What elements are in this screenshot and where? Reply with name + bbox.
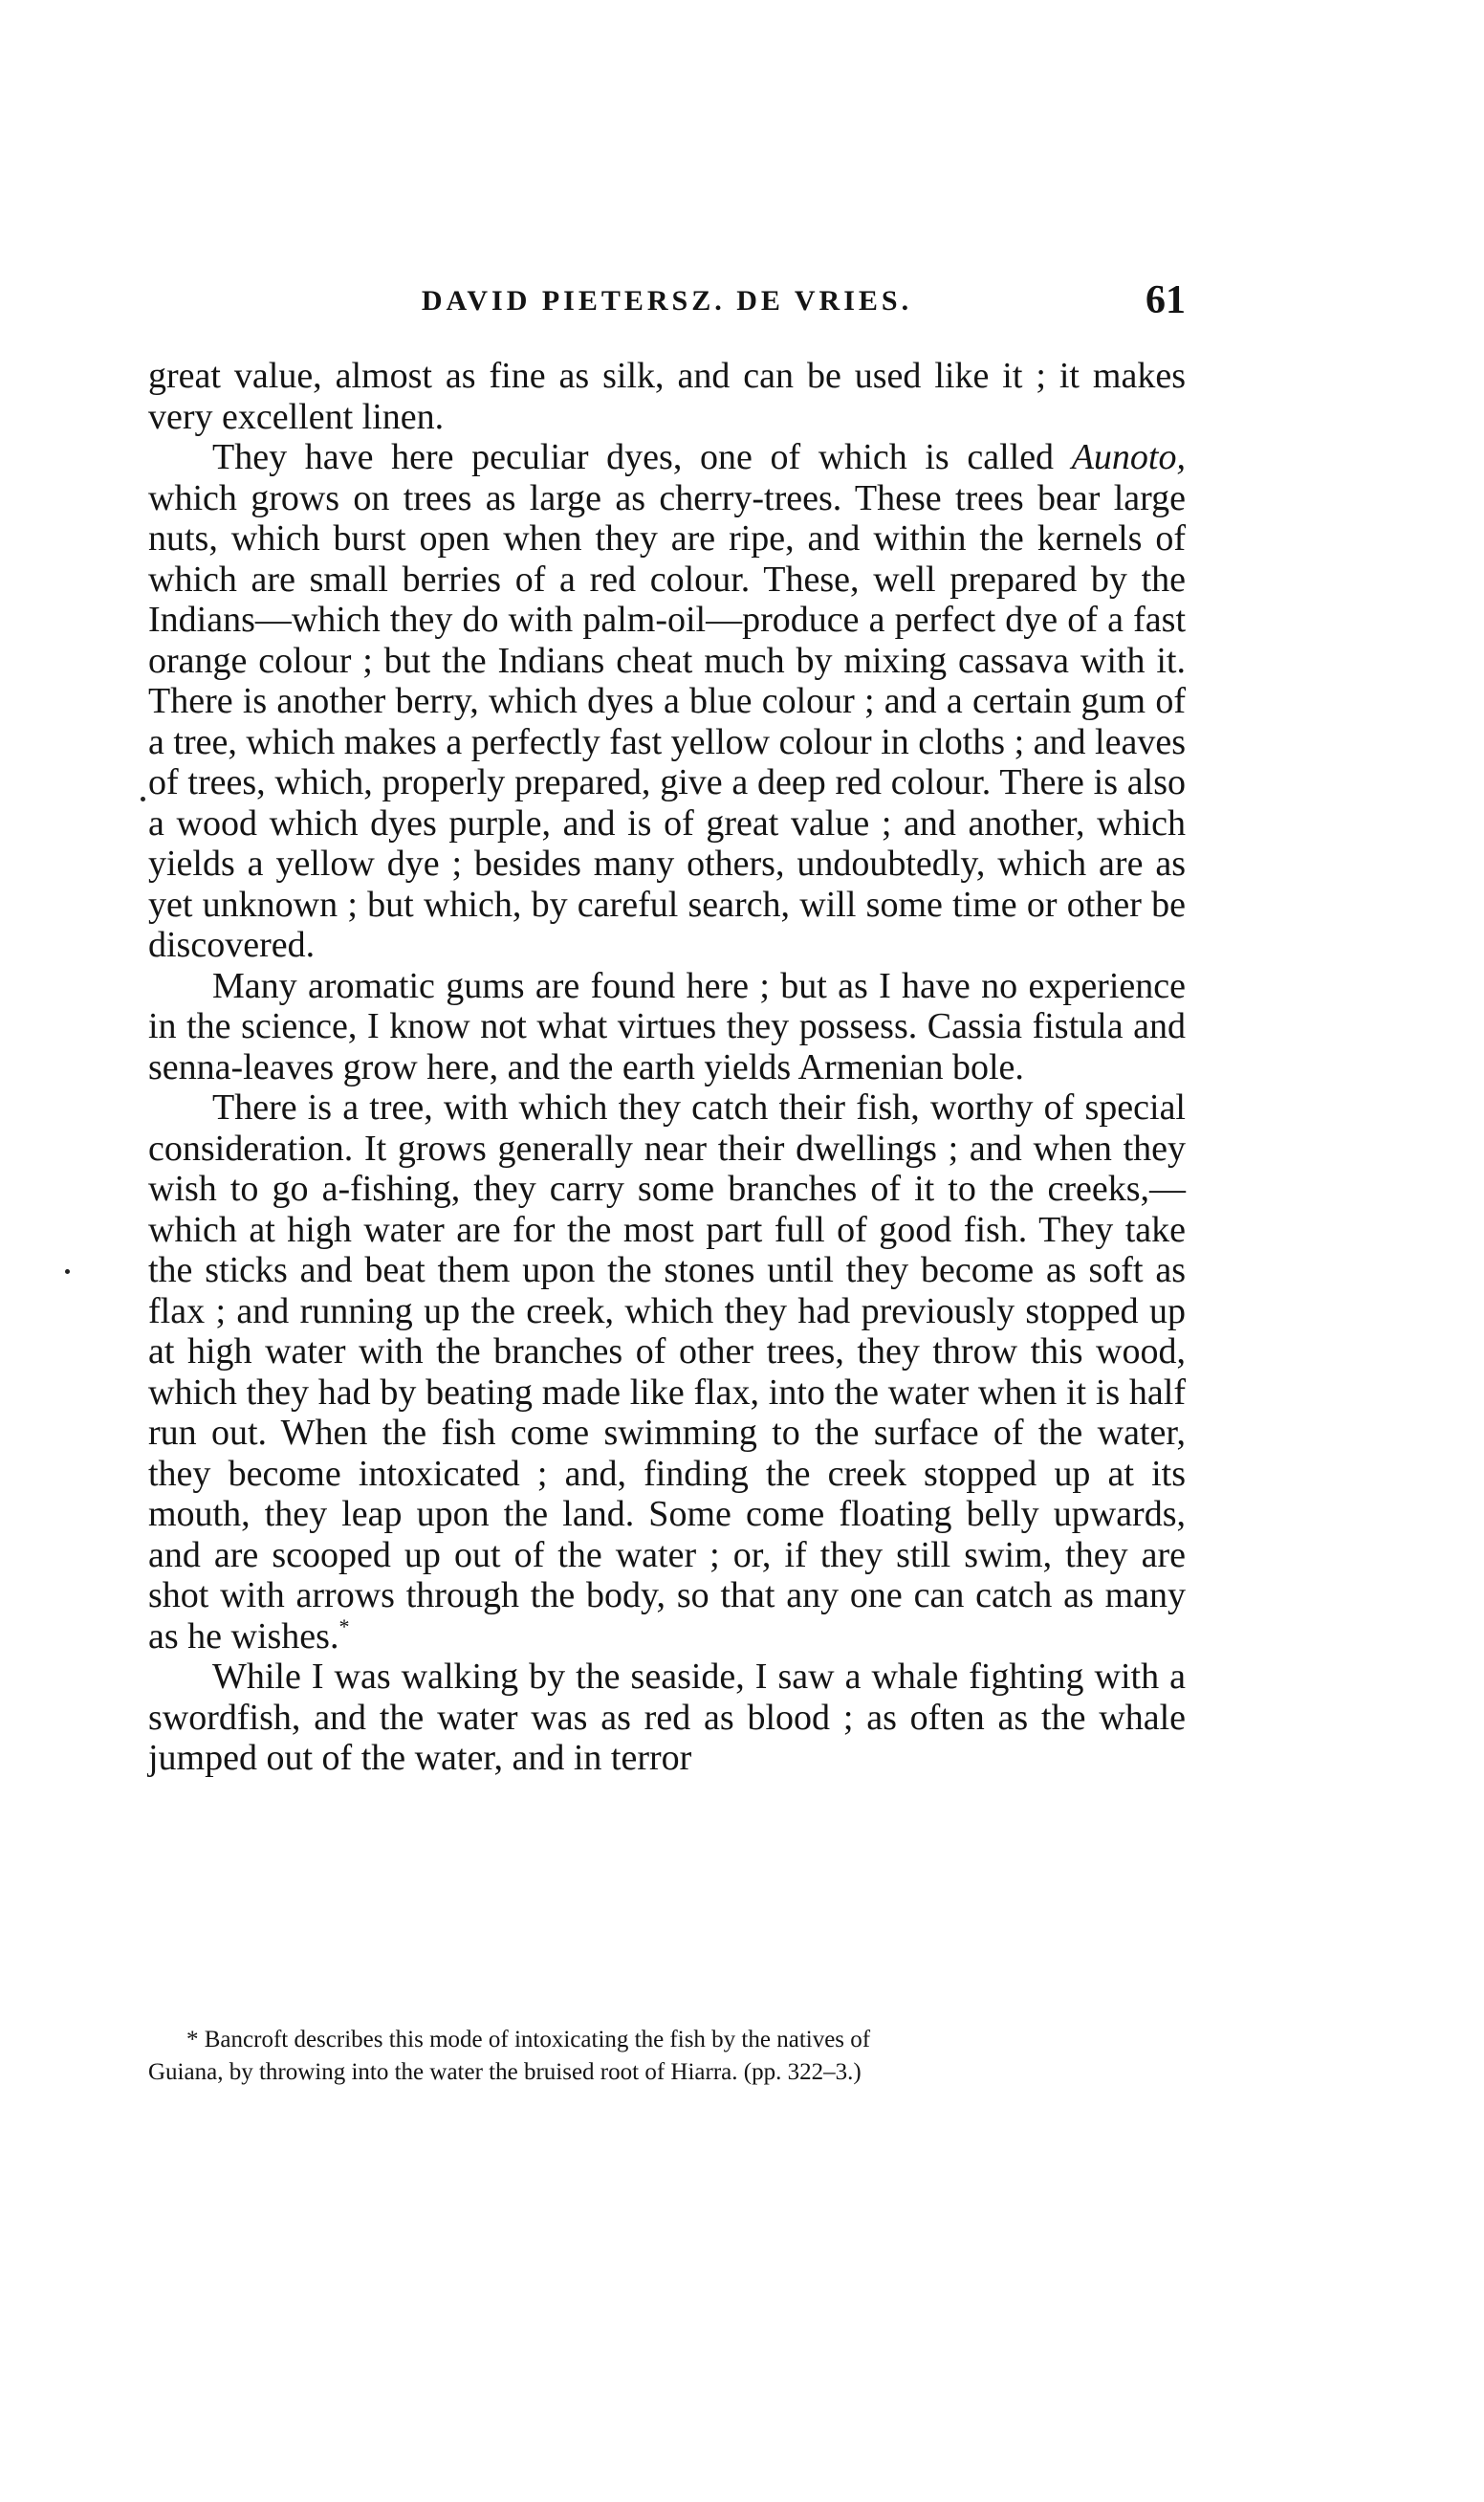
- paragraph-4: [148, 1087, 1186, 1657]
- paragraph-2-text-b: which grows on trees as large as cherry-trees. These trees bear large nuts, which burst open when they are ripe, and within the kernels of which are small berries of a red colour. These, well prepared by the Indians—which they do with palm-oil—produce a perfect dye of a fast orange colour ; but the Indians cheat much by mixing cassava with it. There is another berry, which dyes a blue colour ; and a certain gum of a tree, which makes a perfectly fast yellow colour in cloths ; and leaves of trees, which, properly prepared, give a deep red colour. There is also a wood which dyes purple, and is of great value ; and another, which yields a yellow dye ; besides many others, undoubtedly, which are as yet unknown ; but which, by careful search, will some time or other be discovered.: [148, 477, 1186, 965]
- paragraph-3: [148, 966, 1186, 1088]
- page-number: 61: [1146, 278, 1186, 322]
- footnote-line-1: [148, 2024, 1186, 2056]
- footnote-mark: *: [186, 2027, 199, 2052]
- paragraph-3-text: Many aromatic gums are found here ; but as I have no experience in the science, I know not what virtues they possess. Cassia fistula and senna-leaves grow here, and the earth yields Armenian bole.: [148, 965, 1186, 1087]
- running-head: DAVID PIETERSZ. DE VRIES.: [421, 285, 913, 317]
- footnote-text-2: Guiana, by throwing into the water the bruised root of Hiarra. (pp. 322–3.): [148, 2059, 862, 2085]
- stray-dot-mark: [141, 797, 145, 801]
- page-header: [148, 277, 1186, 335]
- paragraph-2: [148, 437, 1186, 966]
- paragraph-5-text: While I was walking by the seaside, I saw a whale fighting with a swordfish, and the water was as red as blood ; as often as the whale jumped out of the water, and in terror: [148, 1657, 1186, 1778]
- paragraph-4-text: There is a tree, with which they catch their fish, worthy of special consideration. It grows generally near their dwellings ; and when they wish to go a-fishing, they carry some branches of it to the creeks,—which at high water are for the most part full of good fish. They take the sticks and beat them upon the stones until they become as soft as flax ; and running up the creek, which they had previously stopped up at high water with the branches of other trees, they throw this wood, which they had by beating made like flax, into the water when it is half run out. When the fish come swimming to the surface of the water, they become intoxicated ; and, finding the creek stopped up at its mouth, they leap upon the land. Some come floating belly upwards, and are scooped up out of the water ; or, if they still swim, they are shot with arrows through the body, so that any one can catch as many as he wishes.: [148, 1087, 1186, 1657]
- paragraph-2-text-a: They have here peculiar dyes, one of which is called: [212, 437, 1072, 477]
- italic-term: Aunoto,: [1071, 437, 1186, 477]
- stray-dot-mark: [65, 1269, 70, 1274]
- paragraph-1-text: great value, almost as fine as silk, and can be used like it ; it makes very excellent linen.: [148, 356, 1186, 437]
- paragraph-1: [148, 356, 1186, 437]
- footnote-reference[interactable]: *: [338, 1613, 350, 1638]
- footnote-text-1: Bancroft describes this mode of intoxicating the fish by the natives of: [204, 2027, 871, 2052]
- footnote: [148, 2024, 1186, 2089]
- body-text: [148, 356, 1186, 1779]
- paragraph-5: [148, 1657, 1186, 1779]
